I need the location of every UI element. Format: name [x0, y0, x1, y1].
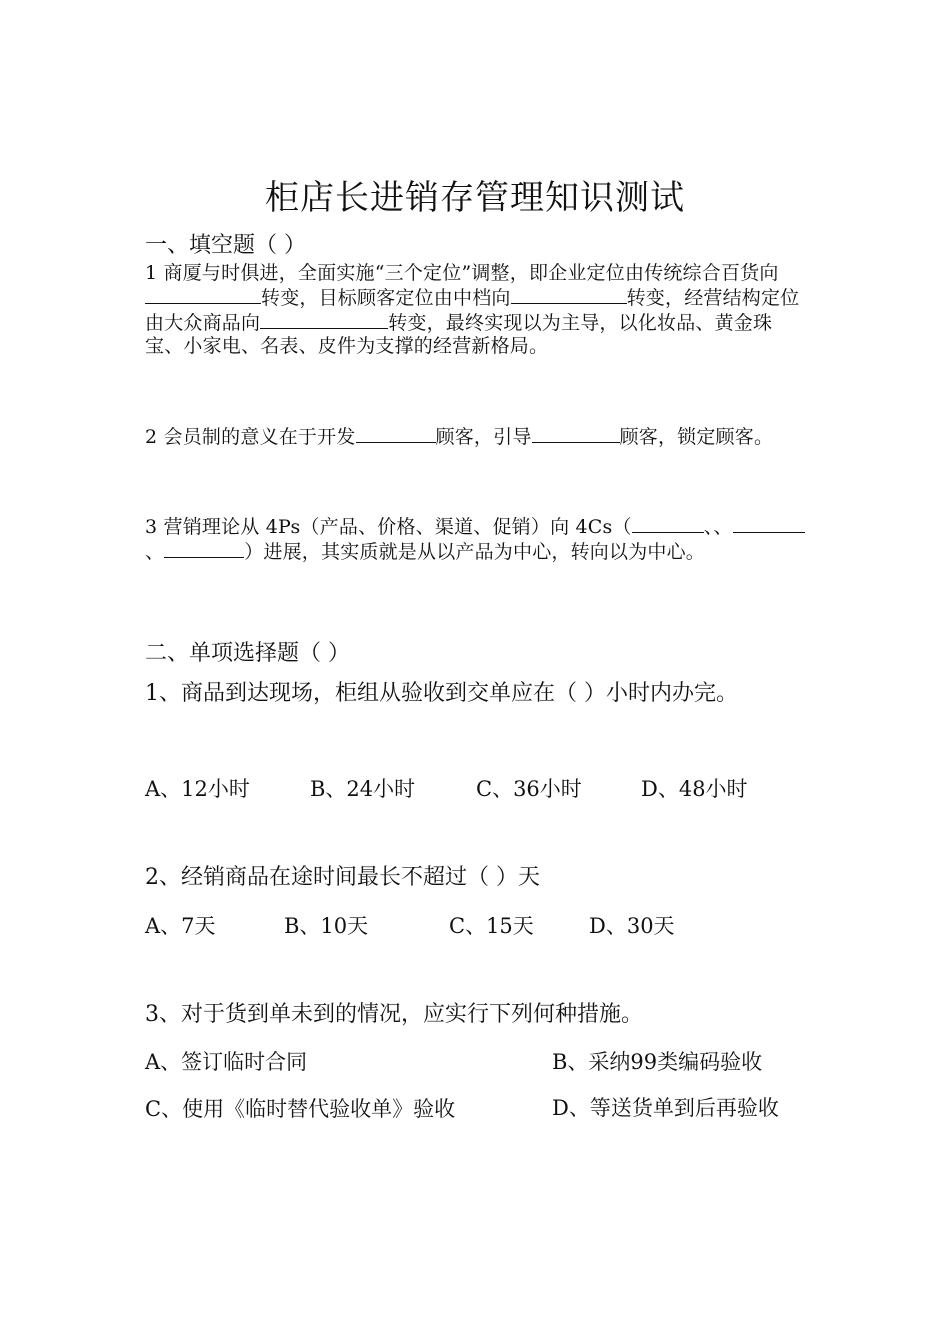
section-single-choice-heading: 二、单项选择题（ ） — [145, 641, 350, 666]
option-a[interactable]: A、7天 — [145, 914, 216, 938]
answer-blank[interactable] — [356, 424, 436, 443]
fill-question-1 — [145, 262, 807, 358]
answer-blank[interactable] — [145, 285, 261, 304]
fill-q2-text-2: 顾客，引导 — [435, 426, 532, 448]
option-a[interactable]: A、12小时 — [145, 777, 250, 801]
fill-question-2 — [145, 424, 807, 449]
fill-q1-text-1: 1 商厦与时俱进，全面实施“三个定位”调整，即企业定位由传统综合百货向 — [145, 262, 779, 284]
option-a[interactable]: A、签订临时合同 — [145, 1050, 308, 1074]
answer-blank[interactable] — [532, 424, 620, 443]
page-title: 柜店长进销存管理知识测试 — [265, 178, 685, 218]
option-b[interactable]: B、10天 — [284, 914, 369, 938]
fill-q2-text-3: 顾客，锁定顾客。 — [619, 426, 774, 448]
section-fill-blank-heading: 一、填空题（ ） — [145, 233, 306, 258]
answer-blank[interactable] — [511, 285, 627, 304]
choice-question-1-stem: 1、商品到达现场，柜组从验收到交单应在（ ）小时内办完。 — [145, 681, 738, 706]
choice-question-2-options — [145, 910, 807, 940]
fill-q1-text-4: 转变，最终实现以为主导，以化妆品、黄金珠宝、小家电、名表、皮件为支撑的经营新格局。 — [145, 312, 773, 357]
choice-question-3-stem: 3、对于货到单未到的情况，应实行下列何种措施。 — [145, 1002, 643, 1027]
answer-blank[interactable] — [260, 310, 388, 329]
fill-q2-text-1: 2 会员制的意义在于开发 — [145, 426, 356, 448]
option-c[interactable]: C、36小时 — [476, 777, 582, 801]
fill-q3-text-4: ）进展，其实质就是从以产品为中心，转向以为中心。 — [244, 541, 706, 563]
answer-blank[interactable] — [733, 514, 805, 533]
option-c[interactable]: C、15天 — [449, 914, 534, 938]
answer-blank[interactable] — [632, 514, 704, 533]
option-b[interactable]: B、24小时 — [310, 777, 416, 801]
answer-blank[interactable] — [164, 539, 244, 558]
choice-question-3-options-row-2 — [145, 1093, 807, 1173]
option-d[interactable]: D、48小时 — [641, 777, 748, 801]
option-d[interactable]: D、30天 — [589, 914, 675, 938]
choice-question-3-options-row-1 — [145, 1046, 807, 1076]
fill-q3-text-1: 3 营销理论从 4Ps（产品、价格、渠道、促销）向 4Cs（ — [145, 516, 632, 538]
fill-q3-text-3: 、 — [145, 541, 165, 563]
fill-q1-text-2: 转变，目标顾客定位由中档向 — [261, 287, 511, 309]
option-b[interactable]: B、采纳99类编码验收 — [552, 1050, 763, 1074]
choice-question-1-options — [145, 773, 807, 803]
fill-question-3 — [145, 514, 807, 564]
fill-q1-text-3: 转变，经营结构定位由大众商品向 — [145, 287, 800, 334]
option-d[interactable]: D、等送货单到后再验收 — [552, 1096, 779, 1120]
choice-question-2-stem: 2、经销商品在途时间最长不超过（ ）天 — [145, 865, 540, 890]
fill-q3-text-2: 、、 — [703, 516, 733, 538]
option-c[interactable]: C、使用《临时替代验收单》验收 — [145, 1097, 456, 1121]
